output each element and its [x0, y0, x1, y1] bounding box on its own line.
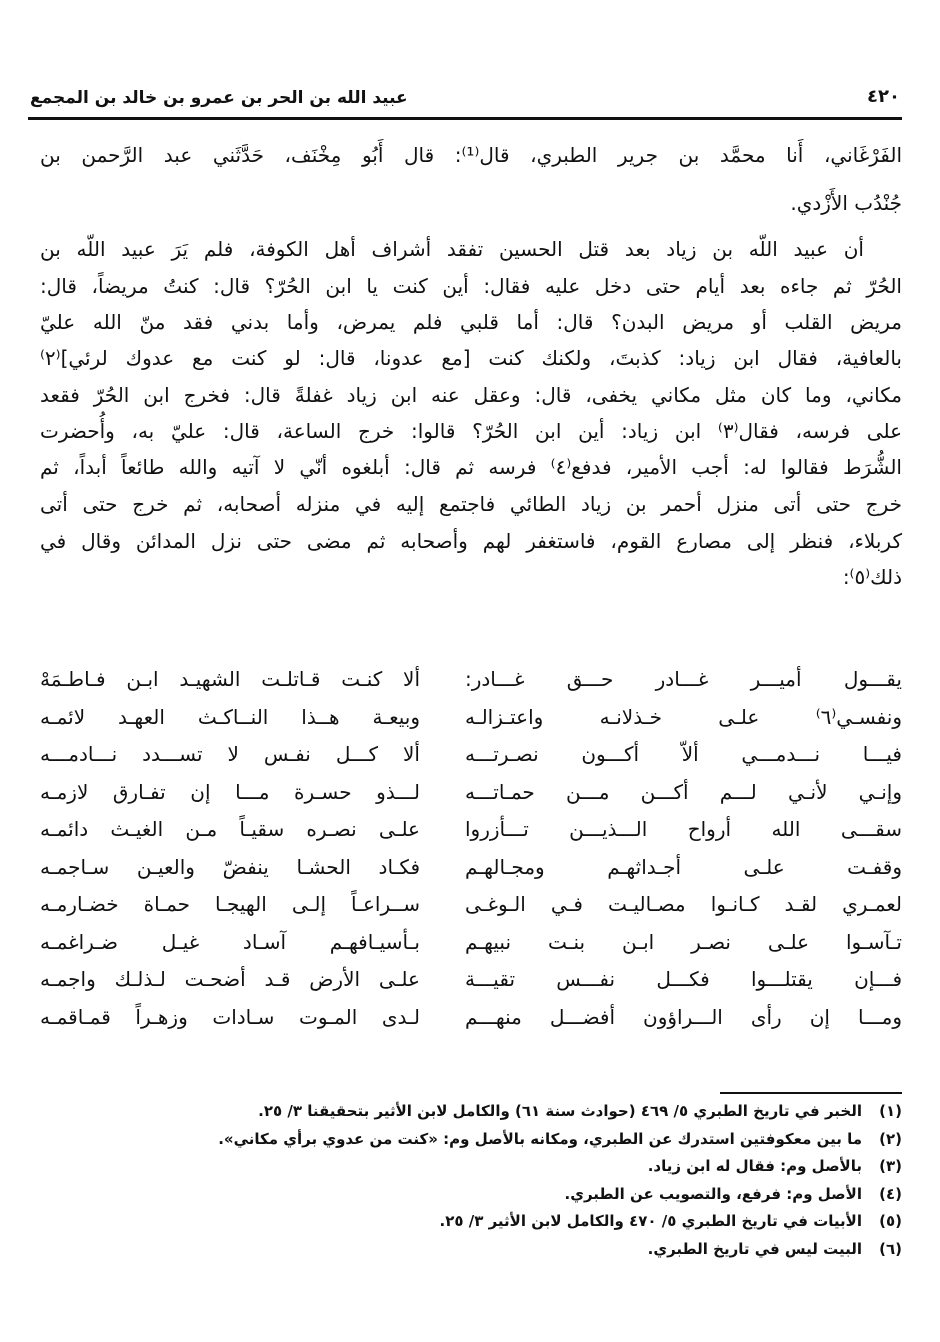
footnote-number: (٣) [879, 1157, 902, 1175]
body-line: الفَرْغَاني، أَنا محمَّد بن جرير الطبري، قال⁽¹⁾: قال أَبُو مِخْنَف، حَدَّثَني عبد الرَّحمن بن [40, 143, 902, 167]
verse-second-hemistich: وبيعـة هــذا النــاكـث العهـد لائمـه [40, 704, 420, 729]
verse-second-hemistich: علـى نصـره سقيـاً مـن الغيـث دائمـه [40, 817, 420, 841]
verse-second-hemistich: ســراعـاً إلـى الهيجـا حمـاة خضـارمـه [40, 892, 420, 916]
footnote [258, 1100, 902, 1122]
footnote-number: (٦) [879, 1239, 902, 1258]
footnote-text: الخبر في تاريخ الطبري ٥/ ٤٦٩ (حوادث سنة ٦١) والكامل لابن الأثير بتحقيقنا ٣/ ٢٥. [258, 1102, 862, 1120]
footnote-text: البيت ليس في تاريخ الطبري. [647, 1239, 862, 1258]
body-line: مريض القلب أو مريض البدن؟ قال: أما قلبي فلم يمرض، وأما بدني فقد منّ الله عليّ [40, 310, 902, 334]
verse-second-hemistich: فكـاد الحشـا ينفضّ والعيـن سـاجمـه [40, 854, 420, 879]
footnote-text: الأصل وم: فرفع، والتصويب عن الطبري. [564, 1184, 862, 1203]
verse-second-hemistich: ألا كـــل نفـس لا تســـدد نـــادمـــه [40, 742, 420, 766]
header-rule [28, 117, 902, 120]
footnote-text: ما بين معكوفتين استدرك عن الطبري، ومكانه بالأصل وم: «كنت من عدوي برأي مكاني». [218, 1129, 862, 1148]
verse-second-hemistich: ألا كنـت قـاتلـت الشهيـد ابـن فـاطـمَهْ [40, 667, 420, 691]
verse-first-hemistich: يقـــول أميـــر غـــادر حـــق غـــادر: [465, 667, 902, 691]
footnote-number: (٤) [879, 1184, 902, 1203]
body-line: ذلك⁽٥⁾: [842, 565, 902, 589]
footnote-text: الأبيات في تاريخ الطبري ٥/ ٤٧٠ والكامل لابن الأثير ٣/ ٢٥. [439, 1212, 862, 1230]
verse-first-hemistich: ومـــا إن رأى الـــراؤون أفضـــل منهـــم [465, 1004, 902, 1029]
verse-first-hemistich: تـآسـوا علـى نصـر ابـن بنـت نبيهـم [465, 929, 902, 954]
footnote-text: بالأصل وم: فقال له ابن زياد. [647, 1157, 862, 1175]
verse-first-hemistich: ونفسـي⁽٦⁾ علـى خـذلانـه واعتـزالـه [465, 704, 902, 729]
body-line: جُنْدُب الأَزْدي. [790, 191, 902, 215]
body-line: الشُّرَط فقالوا له: أجب الأمير، فدفع⁽٤⁾ فرسه ثم قال: أبلغوه أنّي لا آتيه والله طائعاً أبداً، ثم [40, 455, 902, 479]
footnote-rule [720, 1092, 902, 1094]
body-line: خرج حتى أتى منزل أحمر بن زياد الطائي فاجتمع إليه في منزله أصحابه، ثم خرج حتى أتى [40, 492, 902, 516]
body-line: على فرسه، فقال⁽٣⁾ ابن زياد: أين ابن الحُرّ؟ قالوا: خرج الساعة، قال: عليّ به، وأُحضرت [40, 419, 903, 443]
verse-second-hemistich: بـأسيـافهـم آسـاد غيـل ضـراغمـه [40, 929, 420, 954]
footnote-number: (٢) [879, 1129, 902, 1148]
page-number: ٤٢٠ [867, 86, 900, 107]
verse-first-hemistich: سقـــى الله أرواح الـــذيـــن تـــأزروا [465, 817, 902, 841]
footnote-number: (٥) [879, 1212, 902, 1230]
footnote [565, 1183, 903, 1205]
verse-second-hemistich: لـدى المـوت سـادات وزهـراً قمـاقمـه [40, 1004, 420, 1029]
verse-first-hemistich: فيـــا نـــدمـــي ألاّ أكـــون نصـرتـــه [465, 742, 902, 766]
running-header-title: عبيد الله بن الحر بن عمرو بن خالد بن المجمع [30, 88, 408, 108]
body-line: مكاني، وما كان مثل مكاني يخفى، قال: وعقل عنه ابن زياد غفلةً قال: فخرج ابن الحُرّ فقعد [40, 383, 902, 407]
verse-first-hemistich: فـــإن يقتلـــوا فكـــل نفـــس تقيـــة [465, 967, 902, 991]
footnote [648, 1238, 902, 1260]
verse-second-hemistich: علـى الأرض قـد أضحـت لـذلـك واجمـه [40, 967, 420, 991]
verse-second-hemistich: لـــذو حسـرة مـــا إن تفـارق لازمـه [40, 779, 420, 804]
verse-first-hemistich: وإنـي لأنـي لـــم أكـــن مـــن حمـاتـــه [465, 779, 902, 804]
footnote [439, 1210, 902, 1232]
body-line: الحُرّ ثم جاءه بعد أيام حتى دخل عليه فقال: أين كنت يا ابن الحُرّ؟ قال: كنتُ مريضاً، قال: [40, 274, 902, 298]
verse-first-hemistich: وقفـت علـى أجـداثهـم ومجـالهـم [465, 854, 902, 879]
body-line: كربلاء، فنظر إلى مصارع القوم، فاستغفر لهم وأصحابه ثم مضى حتى نزل المدائن وقال في [40, 529, 902, 553]
body-line: أن عبيد اللّه بن زياد بعد قتل الحسين تفقد أشراف أهل الكوفة، فلم يَرَ عبيد اللّه بن [40, 237, 864, 261]
verse-first-hemistich: لعمـري لقـد كـانـوا مصـاليـت فـي الـوغـى [465, 892, 902, 916]
footnote-number: (١) [879, 1102, 902, 1120]
body-line: بالعافية، فقال ابن زياد: كذبتَ، ولكنك كنت [مع عدونا، قال: لو كنت مع عدوك لرئي]⁽٢⁾ [40, 346, 902, 370]
footnote [648, 1155, 902, 1177]
footnote [218, 1128, 902, 1150]
